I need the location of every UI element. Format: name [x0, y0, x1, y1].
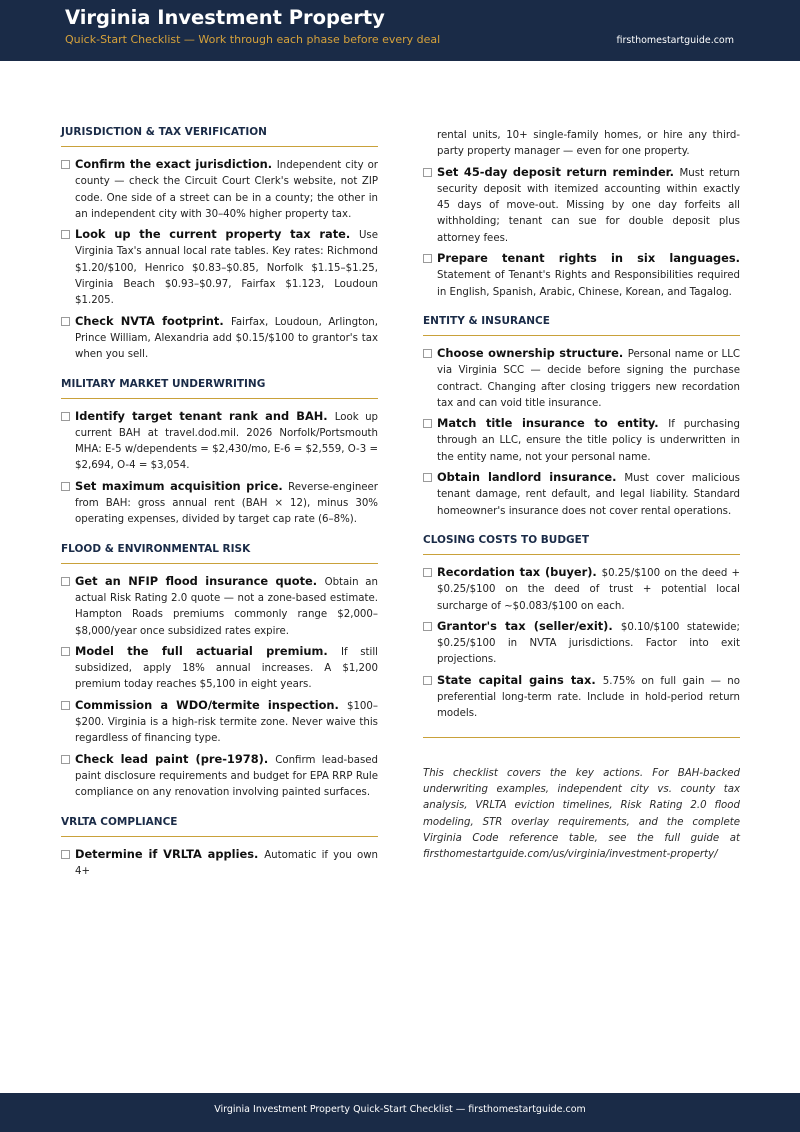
checkbox-icon[interactable]: [61, 230, 70, 239]
item-lead: Grantor's tax (seller/exit).: [437, 618, 621, 633]
checkbox-icon[interactable]: [61, 160, 70, 169]
section-heading: JURISDICTION & TAX VERIFICATION: [61, 126, 378, 147]
site-link[interactable]: firsthomestartguide.com: [616, 35, 734, 46]
checkbox-icon[interactable]: [61, 850, 70, 859]
checkbox-icon[interactable]: [61, 482, 70, 491]
checklist-item: [423, 345, 740, 412]
right-column: [423, 126, 740, 863]
checklist-item-continued: rental units, 10+ single-family homes, or hire any third-party property manager — even for one property.: [437, 130, 740, 158]
item-lead: Match title insurance to entity.: [437, 416, 669, 431]
item-text: Use Virginia Tax's annual local rate tables. Key rates: Richmond $1.20/$100, Henrico $0.83–$0.85, Norfolk $1.15–$1.25, Virginia Beach $0.93–$0.97, Fairfax $1.123, Loudoun $1.205.: [75, 230, 378, 307]
item-lead: Check NVTA footprint.: [75, 313, 231, 328]
item-lead: Set 45-day deposit return reminder.: [437, 164, 680, 179]
item-text: Independent city or county — check the Circuit Court Clerk's website, not ZIP code. One side of a street can be in a county; the other in an independent city with 30–40% higher property tax.: [75, 160, 378, 220]
page-subtitle: Quick-Start Checklist — Work through each phase before every deal: [65, 33, 441, 46]
page-title: Virginia Investment Property: [65, 6, 385, 29]
checkbox-icon[interactable]: [423, 622, 432, 631]
item-text: If purchasing through an LLC, ensure the title policy is underwritten in the entity name, not your personal name.: [437, 419, 740, 463]
checklist-item: [423, 250, 740, 301]
left-column: [61, 126, 378, 894]
section-heading: MILITARY MARKET UNDERWRITING: [61, 378, 378, 399]
checkbox-icon[interactable]: [423, 168, 432, 177]
checklist-item: [61, 573, 378, 640]
item-text: Reverse-engineer from BAH: gross annual rent (BAH × 12), minus 30% operating expenses, divided by target cap rate (6–8%).: [75, 481, 378, 526]
checklist-item: [61, 846, 378, 881]
item-text: Look up current BAH at travel.dod.mil. 2026 Norfolk/Portsmouth MHA: E-5 w/dependents = $2,430/mo, E-6 = $2,559, O-3 = $2,694, O-4 = $3,054.: [75, 411, 378, 472]
checklist-item: [423, 164, 740, 247]
section-flood: [61, 543, 378, 802]
item-text: Must cover malicious tenant damage, rent default, and legal liability. Standard homeowner's insurance does not cover rental operations.: [437, 473, 740, 517]
checkbox-icon[interactable]: [423, 473, 432, 482]
checkbox-icon[interactable]: [61, 577, 70, 586]
section-heading: FLOOD & ENVIRONMENTAL RISK: [61, 543, 378, 564]
section-vrlta-continued: [423, 128, 740, 301]
section-jurisdiction: [61, 126, 378, 364]
checklist-item: [61, 697, 378, 748]
checklist-item: [61, 478, 378, 529]
item-lead: State capital gains tax.: [437, 672, 603, 687]
checkbox-icon[interactable]: [61, 701, 70, 710]
item-lead: Look up the current property tax rate.: [75, 227, 359, 242]
checkbox-icon[interactable]: [423, 349, 432, 358]
section-heading: CLOSING COSTS TO BUDGET: [423, 534, 740, 555]
item-lead: Determine if VRLTA applies.: [75, 846, 265, 861]
checkbox-icon[interactable]: [61, 317, 70, 326]
item-text: Automatic if you own 4+: [75, 849, 378, 877]
checklist-item: [423, 672, 740, 723]
checklist-item: [61, 643, 378, 694]
item-text: Must return security deposit with itemized accounting within exactly 45 days of move-out. Missing by one day forfeits all withholding; tenant can sue for double deposit plus attorney fees.: [437, 167, 741, 244]
item-lead: Prepare tenant rights in six languages.: [437, 251, 740, 266]
item-text: Confirm lead-based paint disclosure requirements and budget for EPA RRP Rule compliance on any renovation involving painted surfaces.: [75, 754, 378, 799]
divider: [423, 737, 740, 738]
checklist-item: [61, 156, 378, 223]
checkbox-icon[interactable]: [61, 412, 70, 421]
checkbox-icon[interactable]: [423, 419, 432, 428]
checklist-item: [423, 618, 740, 669]
checklist-item: [423, 469, 740, 520]
item-text: $0.10/$100 statewide; $0.25/$100 in NVTA jurisdictions. Factor into exit projections.: [437, 621, 740, 666]
section-entity: [423, 315, 740, 520]
page-header: [0, 0, 800, 61]
checklist-item: [423, 415, 740, 466]
section-heading: VRLTA COMPLIANCE: [61, 816, 378, 837]
item-text: If still subsidized, apply 18% annual increases. A $1,200 premium today reaches $5,100 in eight years.: [75, 646, 379, 691]
checkbox-icon[interactable]: [61, 755, 70, 764]
item-lead: Set maximum acquisition price.: [75, 478, 289, 493]
checkbox-icon[interactable]: [423, 676, 432, 685]
checkbox-icon[interactable]: [61, 647, 70, 656]
item-text: Statement of Tenant's Rights and Responsibilities required in English, Spanish, Arabic, Chinese, Korean, and Tagalog.: [437, 270, 740, 298]
item-lead: Obtain landlord insurance.: [437, 470, 625, 485]
section-military: [61, 378, 378, 529]
page-footer: Virginia Investment Property Quick-Start Checklist — firsthomestartguide.com: [0, 1093, 800, 1132]
section-vrlta: [61, 816, 378, 881]
item-text: Personal name or LLC via Virginia SCC — decide before signing the purchase contract. Changing after closing triggers new recordation tax and can void title insurance.: [437, 348, 740, 409]
checklist-item: [423, 564, 740, 615]
item-lead: Recordation tax (buyer).: [437, 564, 602, 579]
checklist-item: [61, 313, 378, 364]
item-text: Fairfax, Loudoun, Arlington, Prince William, Alexandria add $0.15/$100 to grantor's tax when you sell.: [75, 316, 378, 361]
checklist-item: [61, 226, 378, 309]
item-lead: Check lead paint (pre-1978).: [75, 751, 276, 766]
guide-note: This checklist covers the key actions. For BAH-backed underwriting examples, independent city vs. county tax analysis, VRLTA eviction timelines, Risk Rating 2.0 flood modeling, STR overlay requirements, and the complete Virginia Code reference table, see the full guide at firsthomestartguide.com/us/virginia/investment-property/: [423, 767, 740, 861]
checklist-item: [61, 408, 378, 475]
checkbox-icon[interactable]: [423, 568, 432, 577]
section-heading: ENTITY & INSURANCE: [423, 315, 740, 336]
item-lead: Model the full actuarial premium.: [75, 643, 342, 658]
item-lead: Identify target tenant rank and BAH.: [75, 408, 335, 423]
item-text: $0.25/$100 on the deed + $0.25/$100 on the deed of trust + potential local surcharge of ~$0.083/$100 on each.: [437, 567, 740, 612]
item-lead: Confirm the exact jurisdiction.: [75, 157, 277, 171]
checklist-item: [61, 751, 378, 802]
section-closing: [423, 534, 740, 723]
checkbox-icon[interactable]: [423, 254, 432, 263]
item-text: $100–$200. Virginia is a high-risk termite zone. Never waive this regardless of financing type.: [75, 700, 378, 745]
item-text: Obtain an actual Risk Rating 2.0 quote — not a zone-based estimate. Hampton Roads premiums commonly range $2,000–$8,000/year once subsidized rates expire.: [75, 576, 378, 637]
item-lead: Commission a WDO/termite inspection.: [75, 697, 347, 712]
item-lead: Choose ownership structure.: [437, 345, 628, 360]
item-text: 5.75% on full gain — no preferential long-term rate. Include in hold-period return models.: [437, 675, 741, 720]
item-lead: Get an NFIP flood insurance quote.: [75, 573, 325, 588]
